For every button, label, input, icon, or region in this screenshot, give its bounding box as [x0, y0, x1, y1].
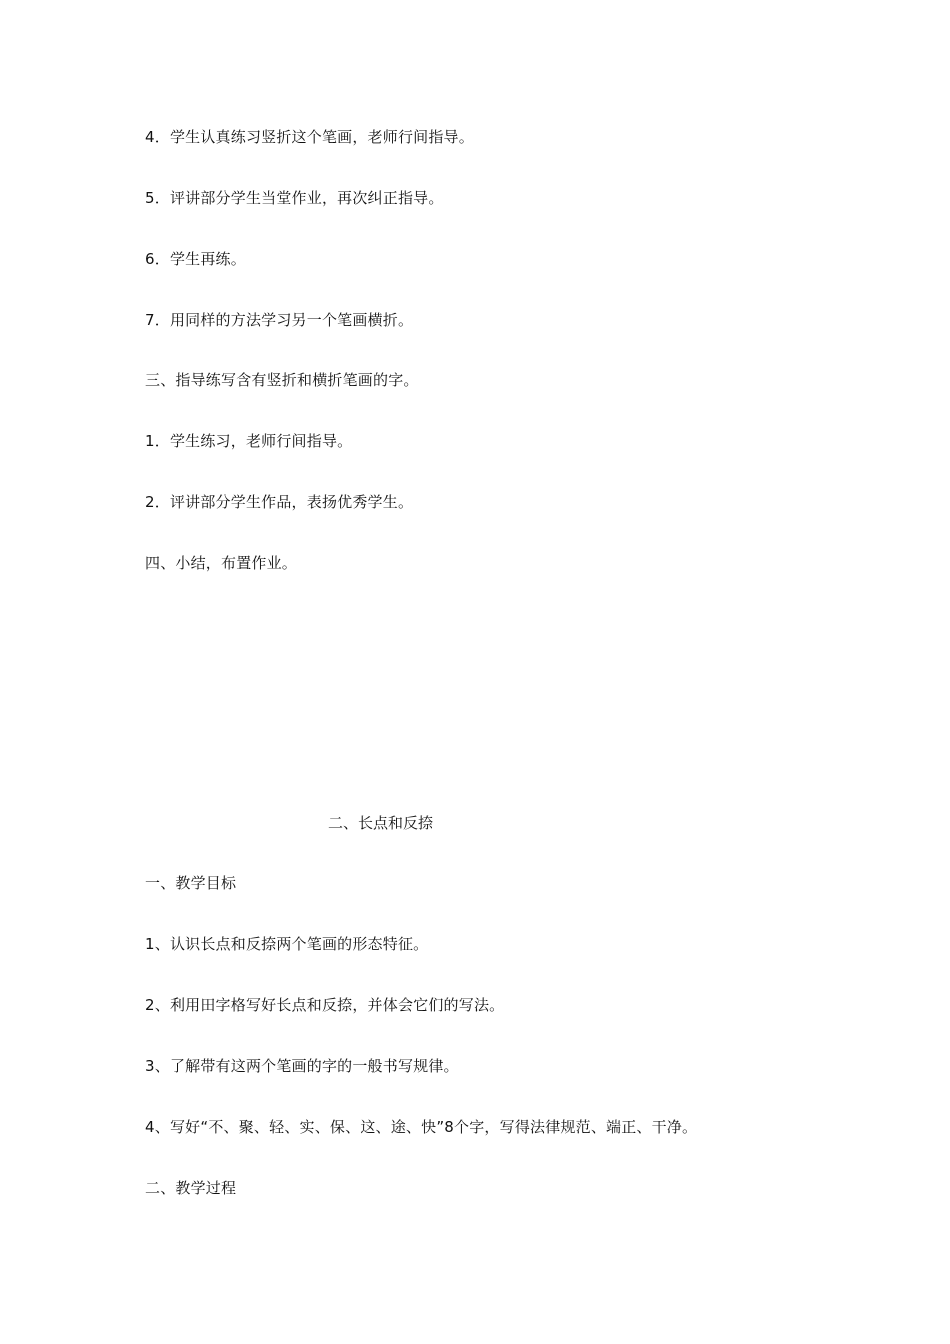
section-heading: 一、教学目标 — [145, 874, 237, 892]
text-line: 4、写好“不、聚、轻、实、保、这、途、快”8个字，写得法律规范、端正、干净。 — [145, 1118, 698, 1136]
text-line: 2．评讲部分学生作品，表扬优秀学生。 — [145, 493, 414, 511]
text-line: 1．学生练习，老师行间指导。 — [145, 432, 353, 450]
text-line: 6．学生再练。 — [145, 250, 246, 268]
section-heading: 二、教学过程 — [145, 1179, 237, 1197]
section-heading: 四、小结，布置作业。 — [145, 554, 298, 572]
text-line: 5．评讲部分学生当堂作业，再次纠正指导。 — [145, 189, 444, 207]
text-line: 2、利用田字格写好长点和反捺，并体会它们的写法。 — [145, 996, 505, 1014]
text-line: 7．用同样的方法学习另一个笔画横折。 — [145, 311, 414, 329]
text-line: 1、认识长点和反捺两个笔画的形态特征。 — [145, 935, 429, 953]
lesson-title: 二、长点和反捺 — [328, 814, 434, 832]
section-heading: 三、指导练写含有竖折和横折笔画的字。 — [145, 371, 419, 389]
text-line: 3、了解带有这两个笔画的字的一般书写规律。 — [145, 1057, 459, 1075]
text-line: 4．学生认真练习竖折这个笔画，老师行间指导。 — [145, 128, 474, 146]
